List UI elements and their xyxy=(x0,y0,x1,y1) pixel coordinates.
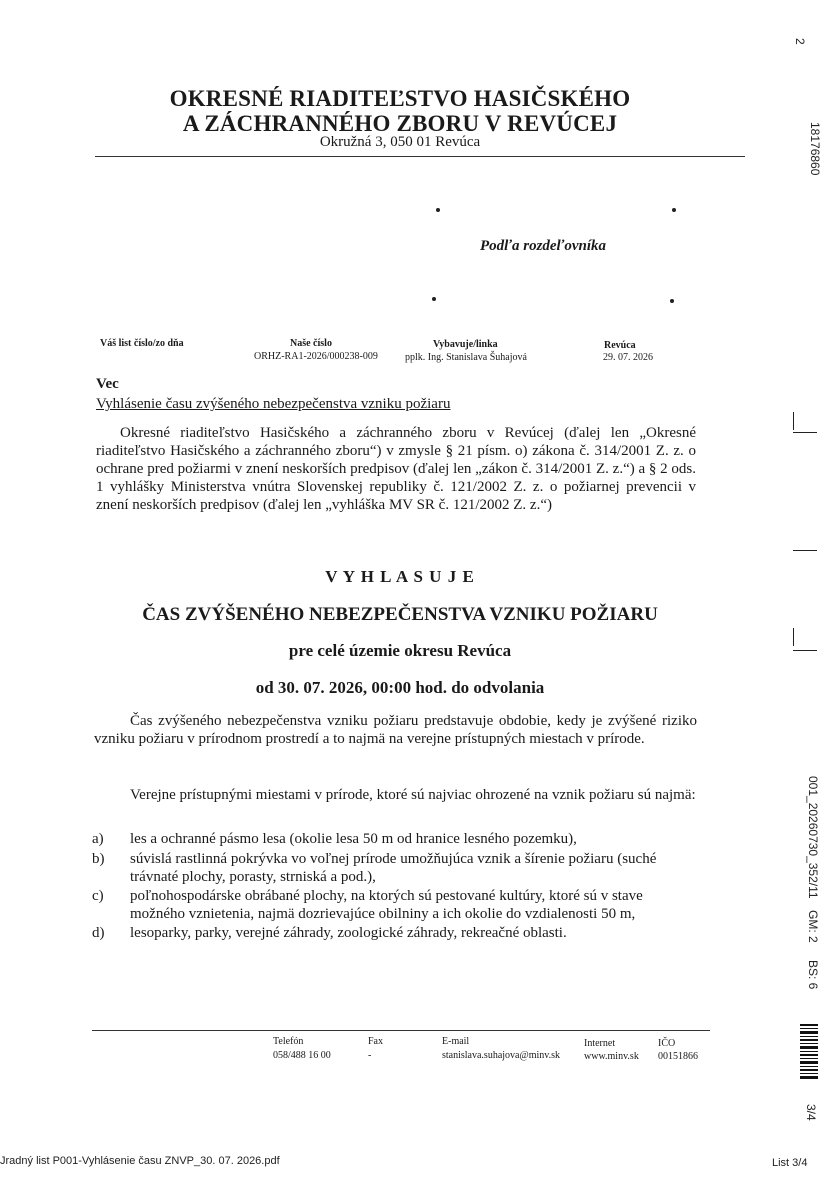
side-fraction: 3/4 xyxy=(804,1104,818,1121)
address-window-mark xyxy=(672,208,676,212)
footer-fax-label: Fax xyxy=(368,1036,383,1047)
footer-ico-label: IČO xyxy=(658,1038,676,1049)
declaration-headline: ČAS ZVÝŠENÉHO NEBEZPEČENSTVA VZNIKU POŽIARU xyxy=(142,604,658,625)
address-window-mark xyxy=(670,299,674,303)
date-value: 29. 07. 2026 xyxy=(603,352,653,363)
intro-paragraph: Okresné riaditeľstvo Hasičského a záchranného zboru v Revúcej (ďalej len „Okresné riaditeľstvo Hasičského a záchranného zboru“) v zmysle § 21 písm. o) zákona č. 314/2001 Z. z. o ochrane pred požiarmi v znení neskorších predpisov (ďalej len „zákon č. 314/2001 Z. z.“) a § 2 ods. 1 vyhlášky Ministerstva vnútra Slovenskej republiky č. 121/2002 Z. z. o požiarnej prevencii v znení neskorších predpisov (ďalej len „vyhláška MV SR č. 121/2002 Z. z.“) xyxy=(96,425,696,513)
header-title-line2: A ZÁCHRANNÉHO ZBORU V REVÚCEJ xyxy=(182,111,618,136)
fold-mark xyxy=(793,650,817,651)
subject-label: Vec xyxy=(96,376,119,392)
footer-divider xyxy=(92,1030,710,1031)
list-item-marker: d) xyxy=(92,925,105,941)
header-title-line1: OKRESNÉ RIADITEĽSTVO HASIČSKÉHO xyxy=(169,86,631,111)
list-item-marker: b) xyxy=(92,851,105,867)
subject-text: Vyhlásenie času zvýšeného nebezpečenstva vzniku požiaru xyxy=(96,396,451,412)
side-scan-code: 001_20260730_352/11 xyxy=(806,776,820,899)
declaration-verb: V Y H L A S U J E xyxy=(325,567,475,586)
footer-fax-value: - xyxy=(368,1050,372,1061)
fold-mark xyxy=(793,432,817,433)
barcode xyxy=(800,1024,818,1080)
list-item: poľnohospodárske obrábané plochy, na ktorých sú pestované kultúry, ktoré sú v stave možného vznietenia, najmä dozrievajúce obilniny a ich okolie do vzdialenosti 50 m, xyxy=(130,888,643,922)
places-paragraph: Verejne prístupnými miestami v prírode, ktoré sú najviac ohrozené na vznik požiaru sú najmä: xyxy=(130,787,696,803)
footer-email-value: stanislava.suhajova@minv.sk xyxy=(442,1050,560,1061)
footer-phone-label: Telefón xyxy=(273,1036,304,1047)
side-bs: BS: 6 xyxy=(806,960,820,990)
address-window-mark xyxy=(432,297,436,301)
footer-internet-value: www.minv.sk xyxy=(584,1051,639,1062)
handled-by-label: Vybavuje/linka xyxy=(433,339,498,350)
place-label: Revúca xyxy=(604,340,636,351)
list-item: lesoparky, parky, verejné záhrady, zoologické záhrady, rekreačné oblasti. xyxy=(130,925,567,941)
list-item-marker: c) xyxy=(92,888,104,904)
page-number: 2 xyxy=(793,38,807,45)
recipient: Podľa rozdeľovníka xyxy=(480,238,607,254)
fold-mark xyxy=(793,550,817,551)
declaration-period: od 30. 07. 2026, 00:00 hod. do odvolania xyxy=(255,678,545,697)
side-gm: GM: 2 xyxy=(806,910,820,943)
list-item: les a ochranné pásmo lesa (okolie lesa 50 m od hranice lesného pozemku), xyxy=(130,831,577,847)
bottom-page-indicator: List 3/4 xyxy=(772,1157,808,1169)
fold-mark xyxy=(793,628,794,646)
your-letter-label: Váš list číslo/zo dňa xyxy=(100,338,184,349)
footer-phone-value: 058/488 16 00 xyxy=(273,1050,331,1061)
address-window-mark xyxy=(436,208,440,212)
our-number-label: Naše číslo xyxy=(290,338,332,349)
handled-by-value: pplk. Ing. Stanislava Šuhajová xyxy=(405,352,527,363)
footer-ico-value: 00151866 xyxy=(658,1051,698,1062)
side-top-code: 18176860 xyxy=(808,122,822,176)
definition-paragraph: Čas zvýšeného nebezpečenstva vzniku požiaru predstavuje obdobie, kedy je zvýšené riziko vzniku požiaru v prírodnom prostredí a to najmä na verejne prístupných miestach v prírode. xyxy=(94,713,697,747)
list-item: súvislá rastlinná pokrývka vo voľnej prírode umožňujúca vznik a šírenie požiaru (suché trávnaté plochy, porasty, strniská a pod.), xyxy=(130,851,657,885)
declaration-scope: pre celé územie okresu Revúca xyxy=(288,641,512,660)
our-number-value: ORHZ-RA1-2026/000238-009 xyxy=(254,351,378,362)
footer-email-label: E-mail xyxy=(442,1036,470,1047)
fold-mark xyxy=(793,412,794,430)
list-item-marker: a) xyxy=(92,831,104,847)
header-divider xyxy=(95,156,745,157)
footer-internet-label: Internet xyxy=(584,1038,616,1049)
bottom-document-name: Jradný list P001-Vyhlásenie času ZNVP_30. 07. 2026.pdf xyxy=(0,1155,280,1167)
header-address: Okružná 3, 050 01 Revúca xyxy=(319,134,481,150)
